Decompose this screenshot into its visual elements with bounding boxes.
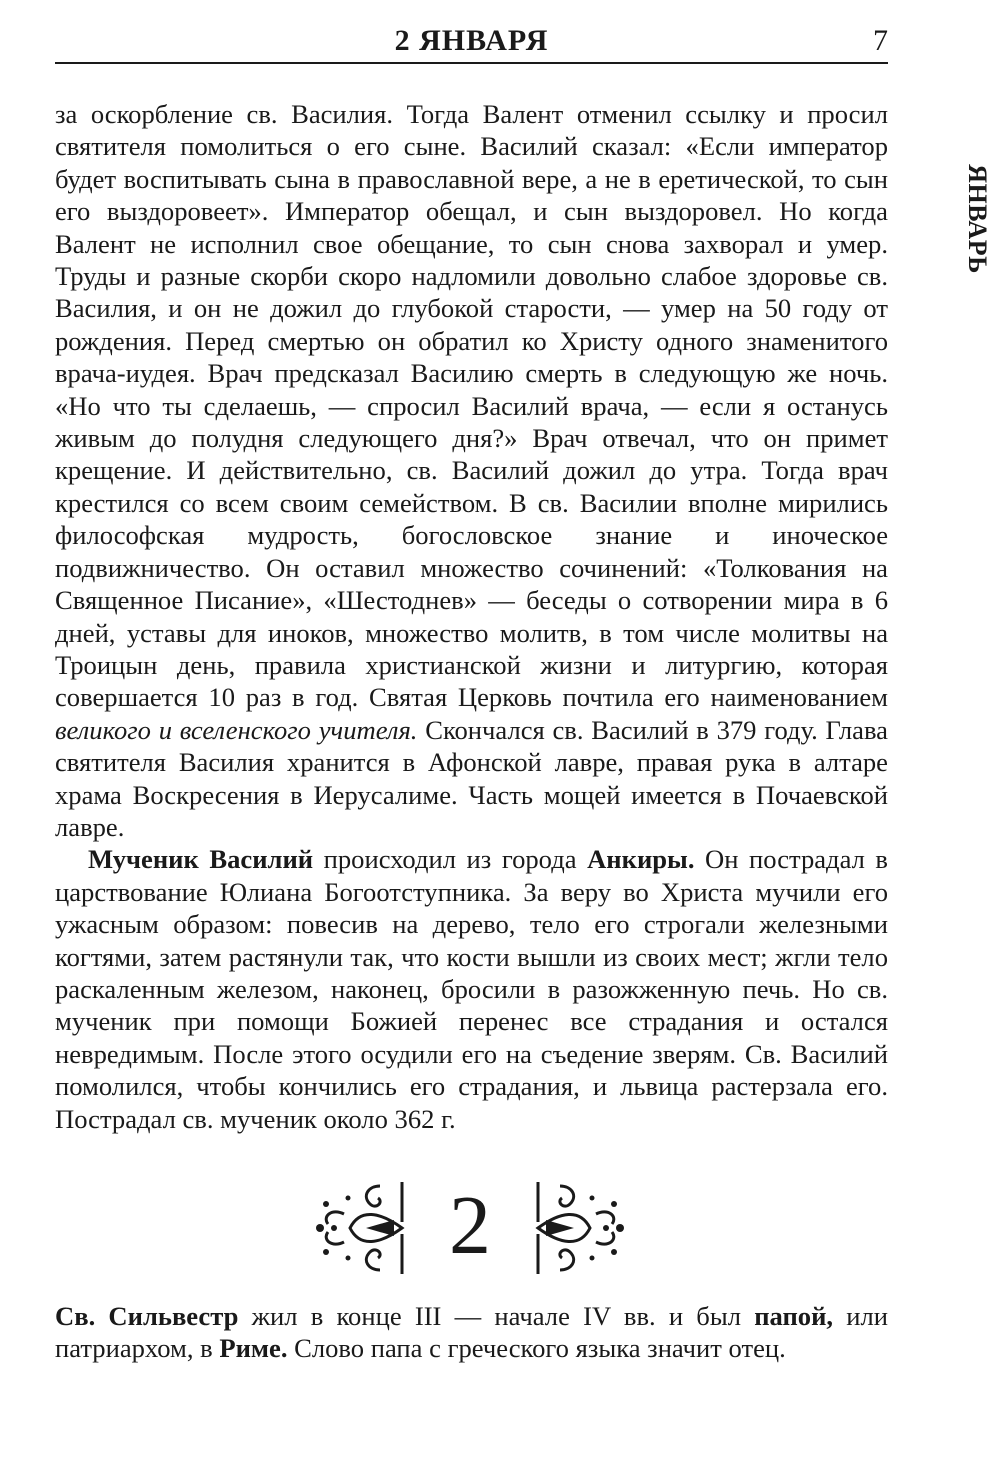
bold-title: папой, (754, 1301, 834, 1331)
right-flourish-icon (530, 1178, 630, 1278)
paragraph-sylvester (55, 1300, 888, 1365)
paragraph-text: Слово папа с греческого языка значит отец. (287, 1333, 786, 1364)
italic-title: великого и вселенского учителя. (55, 714, 418, 745)
paragraph-text: происходил из города (313, 844, 588, 875)
left-flourish-icon (310, 1178, 410, 1278)
day-number: 2 (449, 1179, 491, 1272)
body-text-top (55, 98, 888, 1135)
month-thumb-tab-label: ЯНВАРЬ (963, 164, 992, 274)
bold-name: Мученик Василий (88, 844, 314, 875)
paragraph-text: Скончался св. Василий в 379 году. Глава святителя Василия хранится в Афонской лавре, правая рука в алтаре храма Воскресения в Иерусалиме. Часть мощей имеется в Почаевской лавре. (55, 714, 888, 842)
paragraph-text: или патриархом, в (55, 1301, 888, 1364)
body-text-bottom (55, 1300, 888, 1365)
page-number: 7 (873, 24, 888, 57)
running-head-title: 2 ЯНВАРЯ (394, 24, 549, 57)
bold-name: Св. Сильвестр (55, 1301, 239, 1331)
paragraph-martyr-basil (55, 843, 888, 1135)
month-thumb-tab (962, 158, 992, 280)
paragraph-text: Он пострадал в царствование Юлиана Богоотступника. За веру во Христа мучили его ужасным образом: повесив на дерево, тело его строгали железными когтями, затем растянули так, что кости вышли из своих мест; жгли тело раскаленным железом, наконец, бросили в разожженную печь. Но св. мученик при помощи Божией перенес все страдания и остался невредимым. После этого осудили его на съедение зверям. Св. Василий помолился, чтобы кончились его страдания, и львица растерзала его. Пострадал св. мученик около 362 г. (55, 844, 888, 1134)
paragraph-text: за оскорбление св. Василия. Тогда Валент отменил ссылку и просил святителя помолиться о его сыне. Василий сказал: «Если император будет воспитывать сына в православной вере, а не в еретической, то сын его выздоровеет». Император обещал, и сын выздоровел. Но когда Валент не исполнил свое обещание, то сын снова захворал и умер. Труды и разные скорби скоро надломили довольно слабое здоровье св. Василия, и он не дожил до глубокой старости, — умер на 50 году от рождения. Перед смертью он обратил ко Христу одного знаменитого врача-иудея. Врач предсказал Василию смерть в следующую же ночь. «Но что ты сделаешь, — спросил Василий врача, — если я останусь живым до полудня следующего дня?» Врач отвечал, что он примет крещение. И действительно, св. Василий дожил до утра. Тогда врач крестился со всем своим семейством. В св. Василии вполне мирились философская мудрость, богословское знание и иноческое подвижничество. Он оставил множество сочинений: «Толкования на Священное Писание», «Шестоднев» — беседы о сотворении мира в 6 дней, уставы для иноков, множество молитв, в том числе молитвы на Троицын день, правила христианской жизни и литургию, которая совершается 10 раз в год. Святая Церковь почтила его наименованием (55, 99, 888, 713)
bold-place: Риме. (219, 1333, 288, 1364)
bold-place: Анкиры. (587, 844, 695, 875)
paragraph-text: жил в конце III — начале IV вв. и был (238, 1301, 755, 1331)
day-section-ornament (310, 1178, 630, 1278)
paragraph-basil-great (55, 98, 888, 843)
running-head (55, 22, 888, 64)
